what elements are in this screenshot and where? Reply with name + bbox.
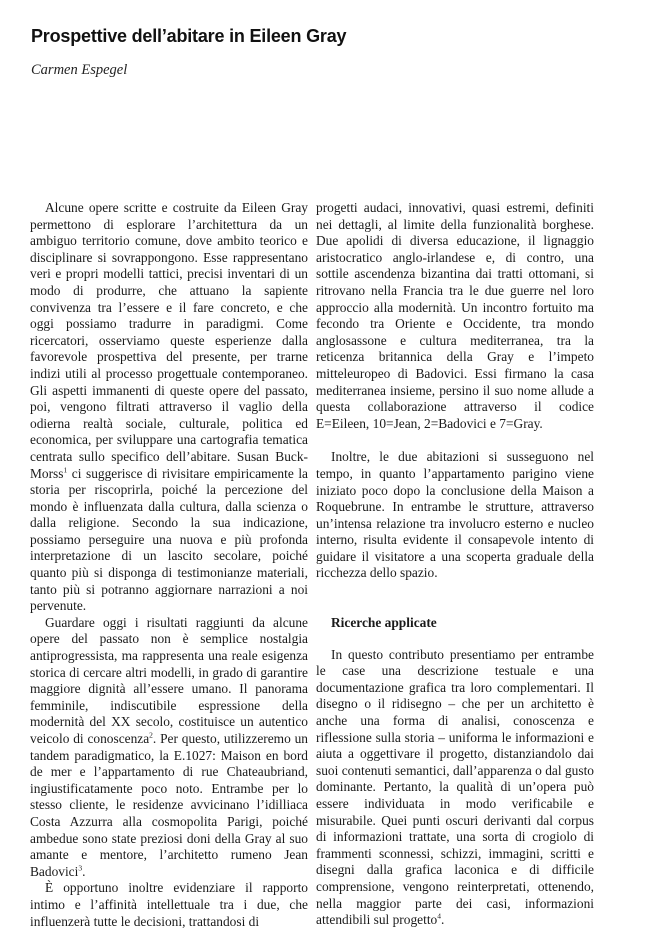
paragraph-text: . — [82, 863, 86, 879]
paragraph — [30, 200, 308, 615]
article-title: Prospettive dell’abitare in Eileen Gray — [31, 26, 347, 46]
article-author: Carmen Espegel — [31, 62, 128, 78]
paragraph-text: È opportuno inoltre evidenziare il rapporto intimo e l’affinità intellettuale tra i due, che influenzerà tutte le decisioni, trattandosi di — [30, 880, 308, 929]
section-heading: Ricerche applicate — [331, 615, 437, 631]
paragraph — [30, 880, 308, 930]
footnote-ref[interactable]: 2 — [149, 730, 153, 740]
footnote-ref[interactable]: 1 — [63, 465, 68, 475]
paragraph: progetti audaci, innovativi, quasi estremi, definiti nei dettagli, al limite della funzionalità borghese. Due apolidi di diversa educazione, il lignaggio aristocratico anglo-irlandese e, di contro, una sottile ascendenza bizantina dai tratti ottomani, si ritrovano nella Francia tra le due guerre nel loro approccio alla modernità. Un incontro fortuito ma fecondo tra Oriente e Occidente, tra mondo anglosassone e cultura mediterranea, tra la reticenza britannica della Gray e l’impeto mitteleuropeo di Badovici. Essi firmano la casa mediterranea insieme, persino il suo nome allude a questa collaborazione attraverso il codice E=Eileen, 10=Jean, 2=Badovici e 7=Gray. — [316, 200, 594, 431]
left-text-column — [30, 200, 308, 930]
paragraph-text: In questo contributo presentiamo per entrambe le case una descrizione testuale e una documentazione grafica tra loro complementari. Il disegno o il ridisegno – che per un architetto è anche una forma di analisi, conoscenza e riflessione sulla storia – uniforma le informazioni e aiuta a oggettivare il progetto, distanziandolo dai suoi contenuti semantici, dall’apparenza o dal gusto dominante. Pertanto, la qualità di un’opera può essere individuata in modo verificabile e misurabile. Quei punti oscuri derivanti dal corpus di informazioni trattate, una sorta di crogiolo di frammenti sconnessi, schizzi, immagini, scritti e disegni dalla grafica laconica e di difficile comprensione, vengono reinterpretati, ottenendo, nella maggior parte dei casi, informazioni attendibili sul progetto — [316, 646, 594, 928]
right-text-column — [316, 200, 594, 929]
paragraph — [30, 615, 308, 881]
paragraph-text: . — [441, 912, 445, 928]
paragraph-text: ci suggerisce di rivisitare empiricamente la storia per riscoprirla, poiché la percezione del mondo è influenzata dalla cultura, dalla scienza o dalla religione. Secondo la sua indicazione, possiamo perseguire una nuova e più profonda interpretazione di un lascito secolare, poiché quanto più si disponga di testimonianze materiali, tanto più si potranno aggiornare narrazioni a noi pervenute. — [30, 465, 308, 614]
paragraph-text: Alcune opere scritte e costruite da Eileen Gray permettono di esplorare l’architettura da un ambiguo territorio comune, dove ambito teorico e disciplinare si sovrappongono. Esse rappresentano veri e propri modelli tattici, precisi inventari di un modo di produrre, che attuano la sapiente convivenza tra l’essere e il fare concreto, e che oggi possiamo tradurre in paradigmi. Come ricercatori, osserviamo queste esperienze dalla favorevole prospettiva del presente, per trarne indizi utili al processo progettuale contemporaneo. Gli aspetti immanenti di queste opere del passato, poi, vengono filtrati attraverso il vaglio della odierna realtà sociale, culturale, politica ed economica, per sviluppare una cartografia tematica centrata sullo specifico dell’abitare. Susan Buck-Morss — [30, 200, 308, 481]
paragraph — [316, 647, 594, 929]
paragraph-text: Guardare oggi i risultati raggiunti da alcune opere del passato non è semplice nostalgia antiprogressista, ma rappresenta una reale esigenza storica di cercare altri modelli, in grado di garantire maggiore dignità all’essere umano. Il panorama femminile, indiscutibile espressione della modernità del XX secolo, costituisce un autentico veicolo di conoscenza — [30, 614, 308, 746]
paragraph: Inoltre, le due abitazioni si susseguono nel tempo, in quanto l’appartamento parigino viene iniziato poco dopo la conclusione della Maison a Roquebrune. In entrambe le strutture, attraverso un’intensa relazione tra involucro esterno e nucleo interno, risulta evidente il consapevole intento di guidare il visitatore a una scoperta graduale della ricchezza dello spazio. — [316, 449, 594, 581]
footnote-ref[interactable]: 4 — [437, 911, 441, 921]
paragraph-text: . Per questo, utilizzeremo un tandem paradigmatico, la E.1027: Maison en bord de mer e l’appartamento di rue Chateaubriand, ingiustificatamente poco noto. Entrambe per lo stesso cliente, le residenze avvicinano l’idilliaca Costa Azzurra alla cosmopolita Parigi, poiché ambedue sono state preziosi doni della Gray al suo amante e mentore, l’architetto rumeno Jean Badovici — [30, 731, 308, 879]
footnote-ref[interactable]: 3 — [78, 863, 83, 873]
